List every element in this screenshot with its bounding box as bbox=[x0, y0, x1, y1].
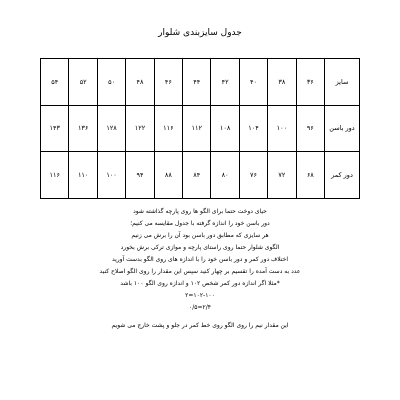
instruction-line: عدد به دست آمده را تقسیم بر چهار کنید سپس این مقدار را روی الگو اصلاح کنید bbox=[99, 268, 301, 275]
table-cell: ۱۲۸ bbox=[97, 105, 125, 152]
table-cell: ۸۸ bbox=[154, 152, 182, 199]
table-cell: ۸۴ bbox=[183, 152, 211, 199]
instruction-line: الگوی شلوار حتما روی راستای پارچه و موازی ترکی برش بخورد bbox=[120, 244, 280, 251]
table-row-size bbox=[41, 59, 360, 106]
table-cell: ۹۴ bbox=[126, 152, 154, 199]
table-cell: ۵۴ bbox=[41, 59, 69, 106]
table-cell: ۳۸ bbox=[268, 59, 296, 106]
table-cell: ۱۰۴ bbox=[239, 105, 267, 152]
table-cell: ۹۶ bbox=[296, 105, 324, 152]
table-cell: ۴۰ bbox=[239, 59, 267, 106]
table-cell: ۱۲۲ bbox=[126, 105, 154, 152]
instruction-line: هر سایزی که مطابق دور باسن بود آن را برش می زنیم bbox=[131, 232, 269, 239]
table-cell: ۸۰ bbox=[211, 152, 239, 199]
table-cell: ۱۳۶ bbox=[69, 105, 97, 152]
table-cell: ۷۲ bbox=[268, 152, 296, 199]
table-cell: ۱۰۰ bbox=[97, 152, 125, 199]
table-row-hip bbox=[41, 105, 360, 152]
table-row-waist bbox=[41, 152, 360, 199]
instructions-text bbox=[16, 206, 384, 332]
table-cell: ۶۸ bbox=[296, 152, 324, 199]
table-cell: ۱۰۸ bbox=[211, 105, 239, 152]
instruction-line: ۱۰۲-۱۰۰=۲ bbox=[185, 292, 215, 299]
instruction-line: *مثلا اگر اندازه دور کمر شخص ۱۰۲ و اندازه روی الگو ۱۰۰ باشد bbox=[120, 280, 280, 287]
table-cell: ۴۶ bbox=[154, 59, 182, 106]
row-label-waist: دور کمر bbox=[325, 152, 360, 199]
table-cell: ۵۰ bbox=[97, 59, 125, 106]
table-cell: ۴۸ bbox=[126, 59, 154, 106]
page-title: جدول سایزبندی شلوار bbox=[158, 28, 242, 38]
table-cell: ۱۱۰ bbox=[69, 152, 97, 199]
table-cell: ۱۱۶ bbox=[41, 152, 69, 199]
instruction-line: حیای دوخت حتما برای الگو ها روی پارچه گذاشته شود bbox=[133, 208, 267, 215]
instruction-line: این مقدار نیم را روی الگو روی خط کمر در جلو و پشت خارج می شویم bbox=[111, 322, 289, 329]
table-cell: ۷۶ bbox=[239, 152, 267, 199]
table-cell: ۱۴۳ bbox=[41, 105, 69, 152]
table-cell: ۴۲ bbox=[211, 59, 239, 106]
table-cell: ۴۴ bbox=[183, 59, 211, 106]
table-cell: ۱۱۶ bbox=[154, 105, 182, 152]
instruction-line: اختلاف دور کمر و دور باسن خود را با اندازه های روی الگو بدست آورید bbox=[111, 256, 289, 263]
row-label-hip: دور باسن bbox=[325, 105, 360, 152]
row-label-size: سایز bbox=[325, 59, 360, 106]
table-cell: ۱۱۲ bbox=[183, 105, 211, 152]
size-chart-table bbox=[40, 58, 360, 199]
table-cell: ۳۶ bbox=[296, 59, 324, 106]
instruction-line: دور باسن خود را اندازه گرفته با جدول مقایسه می کنیم؛ bbox=[130, 220, 270, 227]
instruction-line: ۲/۴=۰/۵ bbox=[189, 304, 211, 311]
table-cell: ۱۰۰ bbox=[268, 105, 296, 152]
table-cell: ۵۲ bbox=[69, 59, 97, 106]
